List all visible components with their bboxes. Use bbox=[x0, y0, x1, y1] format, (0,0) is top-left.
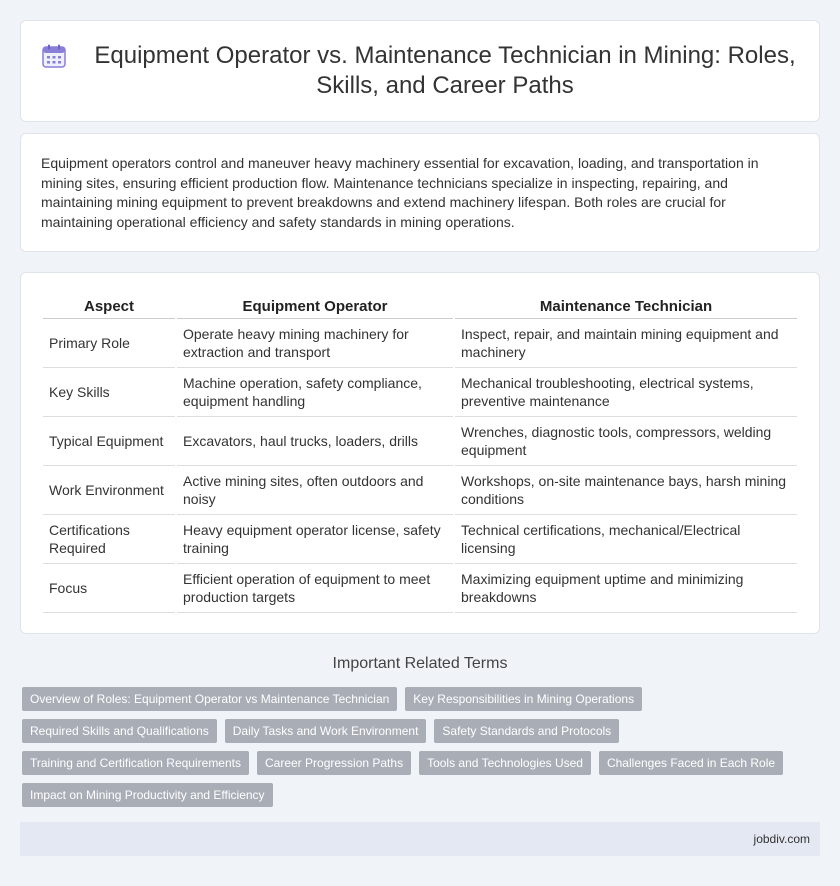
table-row bbox=[43, 368, 797, 417]
related-term-tag[interactable]: Safety Standards and Protocols bbox=[434, 719, 619, 743]
row-technician-cell: Workshops, on-site maintenance bays, harsh mining conditions bbox=[455, 466, 797, 515]
row-aspect-cell: Focus bbox=[43, 564, 175, 613]
row-operator-cell: Machine operation, safety compliance, equipment handling bbox=[177, 368, 453, 417]
footer bbox=[20, 822, 820, 856]
related-term-tag[interactable]: Overview of Roles: Equipment Operator vs Maintenance Technician bbox=[22, 687, 397, 711]
intro-card bbox=[20, 133, 820, 252]
header-equipment-operator: Equipment Operator bbox=[177, 295, 453, 319]
related-term-tag[interactable]: Career Progression Paths bbox=[257, 751, 411, 775]
row-aspect-cell: Primary Role bbox=[43, 319, 175, 368]
related-term-tag[interactable]: Key Responsibilities in Mining Operations bbox=[405, 687, 642, 711]
related-term-tag[interactable]: Tools and Technologies Used bbox=[419, 751, 591, 775]
intro-paragraph: Equipment operators control and maneuver heavy machinery essential for excavation, loading, and transportation in mining sites, ensuring efficient production flow. Maintenance technicians specialize in inspecting, repairing, and maintaining mining equipment to prevent breakdowns and extend machinery lifespan. Both roles are crucial for maintaining operational efficiency and safety standards in mining operations. bbox=[41, 155, 759, 230]
calendar-icon bbox=[41, 43, 67, 69]
row-operator-cell: Efficient operation of equipment to meet production targets bbox=[177, 564, 453, 613]
page-title: Equipment Operator vs. Maintenance Technician in Mining: Roles, Skills, and Career Paths bbox=[94, 42, 796, 99]
table-row bbox=[43, 564, 797, 613]
row-technician-cell: Technical certifications, mechanical/Electrical licensing bbox=[455, 515, 797, 564]
row-technician-cell: Mechanical troubleshooting, electrical systems, preventive maintenance bbox=[455, 368, 797, 417]
table-row bbox=[43, 515, 797, 564]
related-terms-title: Important Related Terms bbox=[332, 655, 508, 672]
header-aspect: Aspect bbox=[43, 295, 175, 319]
table-row bbox=[43, 319, 797, 368]
table-row bbox=[43, 417, 797, 466]
row-technician-cell: Wrenches, diagnostic tools, compressors, welding equipment bbox=[455, 417, 797, 466]
row-operator-cell: Excavators, haul trucks, loaders, drills bbox=[177, 417, 453, 466]
row-aspect-cell: Typical Equipment bbox=[43, 417, 175, 466]
table-header-row bbox=[43, 295, 797, 319]
related-term-tag[interactable]: Impact on Mining Productivity and Efficiency bbox=[22, 783, 273, 807]
row-technician-cell: Maximizing equipment uptime and minimizing breakdowns bbox=[455, 564, 797, 613]
title-card bbox=[20, 20, 820, 122]
comparison-table bbox=[41, 295, 799, 613]
related-terms-list bbox=[22, 687, 802, 807]
related-term-tag[interactable]: Challenges Faced in Each Role bbox=[599, 751, 783, 775]
header-maintenance-technician: Maintenance Technician bbox=[455, 295, 797, 319]
comparison-card bbox=[20, 272, 820, 634]
table-row bbox=[43, 466, 797, 515]
related-term-tag[interactable]: Daily Tasks and Work Environment bbox=[225, 719, 427, 743]
row-aspect-cell: Key Skills bbox=[43, 368, 175, 417]
related-term-tag[interactable]: Required Skills and Qualifications bbox=[22, 719, 217, 743]
row-operator-cell: Active mining sites, often outdoors and noisy bbox=[177, 466, 453, 515]
row-operator-cell: Heavy equipment operator license, safety training bbox=[177, 515, 453, 564]
row-aspect-cell: Certifications Required bbox=[43, 515, 175, 564]
row-technician-cell: Inspect, repair, and maintain mining equipment and machinery bbox=[455, 319, 797, 368]
footer-site-link[interactable]: jobdiv.com bbox=[753, 832, 810, 846]
row-operator-cell: Operate heavy mining machinery for extraction and transport bbox=[177, 319, 453, 368]
row-aspect-cell: Work Environment bbox=[43, 466, 175, 515]
related-term-tag[interactable]: Training and Certification Requirements bbox=[22, 751, 249, 775]
